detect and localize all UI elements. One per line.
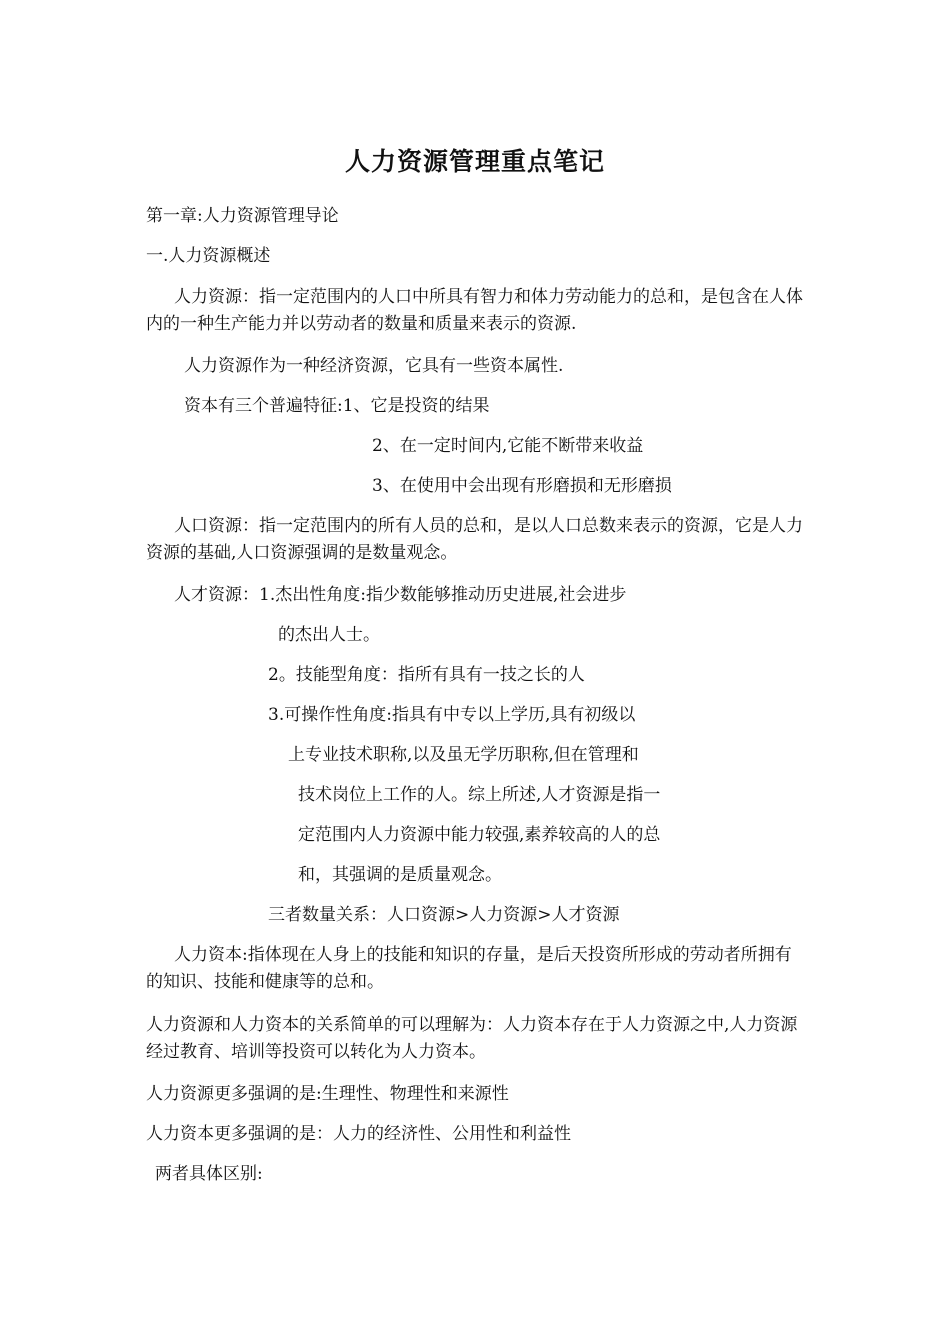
section-heading: 一.人力资源概述	[146, 246, 271, 266]
hr-definition-paragraph: 人力资源：指一定范围内的人口中所具有智力和体力劳动能力的总和，是包含在人体内的一种生产能力并以劳动者的数量和质量来表示的资源.	[146, 287, 803, 334]
chapter-heading: 第一章:人力资源管理导论	[146, 206, 339, 226]
human-capital-definition-paragraph: 人力资本:指体现在人身上的技能和知识的存量，是后天投资所形成的劳动者所拥有的知识、技能和健康等的总和。	[146, 945, 792, 992]
hr-economic-line: 人力资源作为一种经济资源，它具有一些资本属性.	[184, 356, 564, 376]
hc-emphasis-line: 人力资本更多强调的是：人力的经济性、公用性和利益性	[146, 1124, 571, 1144]
talent-line-4: 3.可操作性角度:指具有中专以上学历,具有初级以	[268, 705, 636, 725]
talent-line-3: 2。技能型角度：指所有具有一技之长的人	[268, 665, 585, 685]
talent-line-8: 和，其强调的是质量观念。	[298, 865, 502, 885]
talent-line-6: 技术岗位上工作的人。综上所述,人才资源是指一	[298, 785, 661, 805]
difference-heading: 两者具体区别:	[155, 1164, 263, 1184]
document-title: 人力资源管理重点笔记	[344, 147, 605, 176]
capital-feature-3: 3、在使用中会出现有形磨损和无形磨损	[372, 476, 672, 496]
talent-line-7: 定范围内人力资源中能力较强,素养较高的人的总	[298, 825, 661, 845]
talent-line-1: 人才资源：1.杰出性角度:指少数能够推动历史进展,社会进步	[174, 585, 627, 605]
population-definition-paragraph: 人口资源：指一定范围内的所有人员的总和，是以人口总数来表示的资源，它是人力资源的基础,人口资源强调的是数量观念。	[146, 516, 803, 563]
talent-line-2: 的杰出人士。	[278, 625, 380, 645]
talent-line-5: 上专业技术职称,以及虽无学历职称,但在管理和	[288, 745, 639, 765]
capital-feature-2: 2、在一定时间内,它能不断带来收益	[372, 436, 644, 456]
capital-feature-1: 资本有三个普遍特征:1、它是投资的结果	[184, 396, 490, 416]
quantity-relation-line: 三者数量关系：人口资源>人力资源>人才资源	[268, 905, 620, 925]
relationship-paragraph: 人力资源和人力资本的关系简单的可以理解为：人力资本存在于人力资源之中,人力资源经过教育、培训等投资可以转化为人力资本。	[146, 1015, 798, 1062]
hr-emphasis-line: 人力资源更多强调的是:生理性、物理性和来源性	[146, 1084, 509, 1104]
